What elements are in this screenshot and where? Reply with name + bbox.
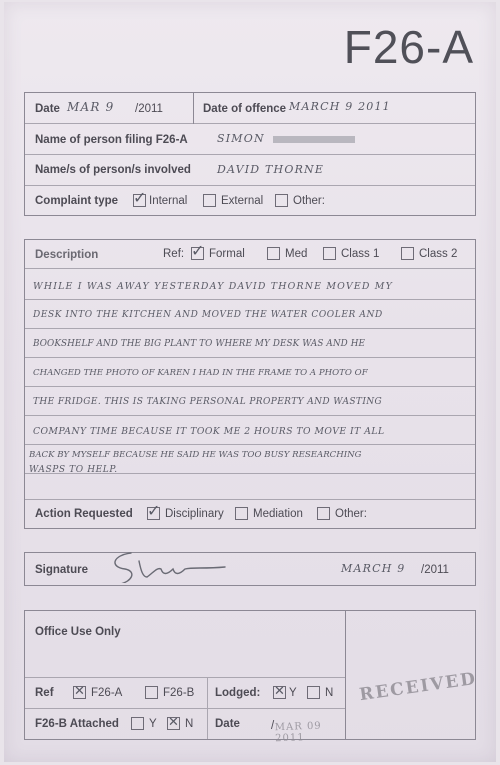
received-stamp: RECEIVED [358, 668, 479, 706]
description-line-2: DESK INTO THE KITCHEN AND MOVED THE WATER COOLER AND [33, 310, 383, 320]
ref-f26b-checkbox[interactable] [145, 686, 158, 699]
description-label: Description [35, 249, 99, 261]
form-paper [4, 2, 496, 762]
internal-option-label: Internal [149, 195, 188, 207]
attached-label: F26-B Attached [35, 718, 119, 730]
attached-date-divider [207, 709, 208, 739]
offence-value: MARCH 9 2011 [289, 100, 391, 113]
other-complaint-label: Other: [293, 195, 325, 207]
class1-option-label: Class 1 [341, 248, 380, 260]
rule-line [25, 386, 475, 387]
description-line-3: BOOKSHELF AND THE BIG PLANT TO WHERE MY DESK WAS AND HE [33, 339, 365, 349]
attached-row [25, 709, 345, 745]
lodged-no-label: N [325, 687, 334, 699]
description-header-row [25, 240, 475, 269]
x-mark-icon: ✕ [74, 684, 85, 699]
date-value: MAR 9 [67, 100, 115, 114]
formal-checkbox[interactable] [191, 241, 205, 260]
form-title: F26-A [343, 21, 474, 73]
check-mark-icon: ✓ [191, 241, 205, 260]
rule-line [25, 415, 475, 416]
rule-line [25, 357, 475, 358]
x-mark-icon: ✕ [274, 684, 285, 699]
external-checkbox[interactable] [203, 194, 216, 207]
internal-checkbox[interactable] [133, 188, 147, 207]
office-date-label: Date [215, 718, 240, 730]
offence-label: Date of offence [203, 103, 287, 115]
other-action-label: Other: [335, 508, 367, 520]
check-mark-icon: ✓ [147, 501, 161, 520]
disciplinary-checkbox[interactable] [147, 501, 161, 520]
check-mark-icon: ✓ [133, 188, 147, 207]
description-text-area[interactable] [25, 269, 475, 501]
med-option-label: Med [285, 248, 308, 260]
lodged-yes-label: Y [289, 687, 297, 699]
header-section [24, 92, 476, 216]
description-section [24, 239, 476, 529]
ref-label: Ref: [163, 248, 185, 260]
filer-label: Name of person filing F26-A [35, 134, 188, 146]
involved-row [25, 155, 475, 186]
lodged-yes-checkbox[interactable] [273, 686, 286, 699]
signature-scribble [103, 543, 233, 583]
ref-f26a-label: F26-A [91, 687, 123, 699]
action-row [25, 499, 475, 529]
date-stamp: MAR 09 2011 [274, 720, 322, 745]
x-mark-icon: ✕ [168, 715, 179, 730]
lodged-no-checkbox[interactable] [307, 686, 320, 699]
office-date-slash: / [271, 720, 275, 732]
disciplinary-option-label: Disciplinary [165, 508, 224, 520]
date-year: /2011 [135, 103, 163, 115]
class1-checkbox[interactable] [323, 247, 336, 260]
lodged-divider [207, 678, 208, 709]
formal-option-label: Formal [209, 248, 245, 260]
description-line-8: WASPS TO HELP. [29, 465, 118, 475]
lodged-label: Lodged: [215, 687, 261, 699]
date-label: Date [35, 103, 60, 115]
mediation-option-label: Mediation [253, 508, 303, 520]
ref-f26b-label: F26-B [163, 687, 195, 699]
other-complaint-checkbox[interactable] [275, 194, 288, 207]
signature-label: Signature [35, 564, 89, 576]
description-line-7: BACK BY MYSELF BECAUSE HE SAID HE WAS TOO BUSY RESEARCHING [29, 450, 362, 460]
filer-value[interactable]: SIMON [217, 132, 265, 145]
rule-line [25, 328, 475, 329]
description-line-5: THE FRIDGE. THIS IS TAKING PERSONAL PROPERTY AND WASTING [33, 397, 383, 407]
complaint-row [25, 186, 475, 216]
office-use-label: Office Use Only [35, 626, 121, 638]
description-line-1: WHILE I WAS AWAY YESTERDAY DAVID THORNE MOVED MY [33, 281, 393, 292]
complaint-label: Complaint type [35, 195, 119, 207]
rule-line [25, 444, 475, 445]
external-option-label: External [221, 195, 264, 207]
involved-value[interactable]: DAVID THORNE [217, 163, 325, 176]
signature-year: /2011 [421, 564, 449, 576]
rule-line [25, 299, 475, 300]
redaction-bar [273, 136, 355, 143]
mediation-checkbox[interactable] [235, 507, 248, 520]
signature-section [24, 552, 476, 586]
action-label: Action Requested [35, 508, 133, 520]
med-checkbox[interactable] [267, 247, 280, 260]
description-line-6: COMPANY TIME BECAUSE IT TOOK ME 2 HOURS TO MOVE IT ALL [33, 426, 385, 437]
stamp-area-divider [345, 611, 346, 739]
ref-f26a-checkbox[interactable] [73, 686, 86, 699]
attached-yes-checkbox[interactable] [131, 717, 144, 730]
office-ref-row [25, 677, 345, 709]
office-use-section [24, 610, 479, 745]
involved-label: Name/s of person/s involved [35, 164, 191, 176]
class2-checkbox[interactable] [401, 247, 414, 260]
date-row [25, 93, 475, 124]
attached-no-label: N [185, 718, 194, 730]
attached-yes-label: Y [149, 718, 157, 730]
filer-row [25, 124, 475, 155]
signature-date: MARCH 9 [341, 562, 406, 575]
attached-no-checkbox[interactable] [167, 717, 180, 730]
class2-option-label: Class 2 [419, 248, 458, 260]
description-line-4: CHANGED THE PHOTO OF KAREN I HAD IN THE FRAME TO A PHOTO OF [33, 368, 368, 378]
date-divider [193, 93, 194, 124]
office-ref-label: Ref [35, 687, 54, 699]
other-action-checkbox[interactable] [317, 507, 330, 520]
